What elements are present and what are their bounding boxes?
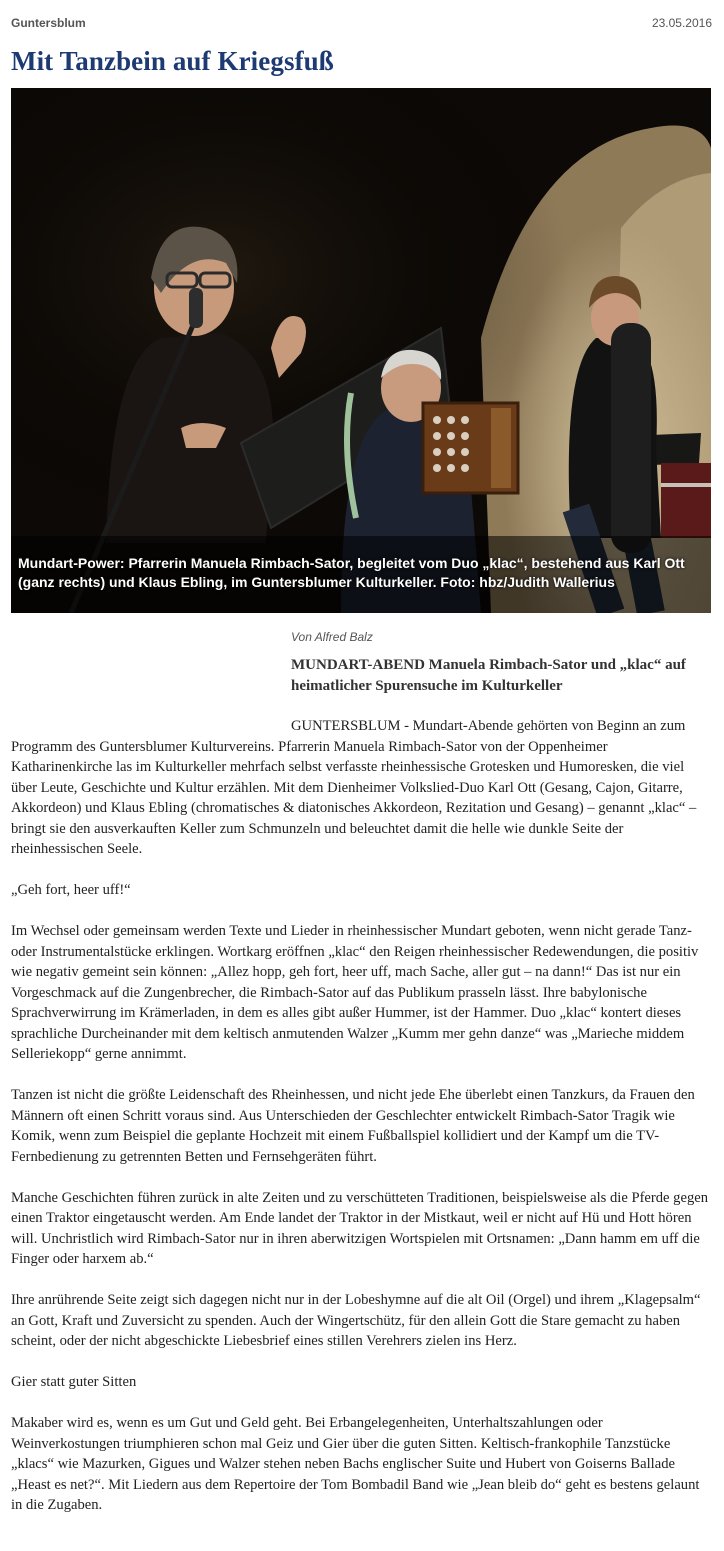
paragraph: Tanzen ist nicht die größte Leidenschaft des Rheinhessen, und nicht jede Ehe überlebt einen Tanzkurs, da Frauen den Männern oft einen Schritt voraus sind. Aus Unterschieden der Geschlechter entwickelt Rimbach-Sator Tragik wie Komik, wenn zum Beispiel die geplante Hochzeit mit einem Fußballspiel kollidiert und der Kampf um die TV-Fernbedienung zu getrennten Betten und Fernsehgeräten führt. bbox=[11, 1087, 695, 1165]
paragraph: GUNTERSBLUM - Mundart-Abende gehörten von Beginn an zum Programm des Guntersblumer Kulturvereins. Pfarrerin Manuela Rimbach-Sator von der Oppenheimer Katharinenkirche las im Kulturkeller mehrfach selbst verfasste rheinhessische Grotesken und Humoresken, die viel über Leute, Geschichte und Kultur erzählen. Mit dem Dienheimer Volkslied-Duo Karl Ott (Gesang, Cajon, Gitarre, Akkordeon) und Klaus Ebling (chromatisches & diatonisches Akkordeon, Rezitation und Gesang) – genannt „klac“ – bringt sie den ausverkauften Keller zum Schmunzeln und beleuchtet damit die helle wie dunkle Seite der rheinhessischen Seele. bbox=[11, 718, 697, 857]
article-body bbox=[11, 716, 712, 1536]
paragraph: Im Wechsel oder gemeinsam werden Texte und Lieder in rheinhessischer Mundart geboten, wenn nicht gerade Tanz- oder Instrumentalstücke erklingen. Wortkarg eröffnen „klac“ den Reigen rheinhessischer Redewendungen, die positiv wie negativ gemeint sein können: „Allez hopp, geh fort, heer uff, mach Sache, aller gut – na dann!“ Das ist nur ein Vorgeschmack auf die Zungenbrecher, die Rimbach-Sator auf das Publikum prasseln lässt. Ihre babylonische Sprachverwirrung im Krämerladen, in dem es alles gibt außer Hummer, ist der Hammer. Duo „klac“ kontert dieses sprachliche Durcheinander mit dem keltisch anmutenden Walzer „Kumm mer gehn danze“ was „Marieche middem Selleriekopp“ gerne annimmt. bbox=[11, 923, 699, 1062]
publish-date: 23.05.2016 bbox=[651, 16, 712, 30]
article-teaser: MUNDART-ABEND Manuela Rimbach-Sator und „klac“ auf heimatlicher Spurensuche im Kulturkeller bbox=[291, 657, 686, 694]
author-byline: Von Alfred Balz bbox=[291, 630, 373, 644]
article-photo bbox=[11, 88, 711, 613]
stage-photo-illustration bbox=[11, 88, 711, 613]
paragraph: Ihre anrührende Seite zeigt sich dagegen nicht nur in der Lobeshymne auf die alt Oil (Orgel) und ihrem „Klagepsalm“ an Gott, Kraft und Zuversicht zu spenden. Auch der Wingertschütz, für den allein Gott die Stare gemacht zu haben scheint, oder der nicht abgeschickte Liebesbrief eines stillen Verehrers zielen ins Herz. bbox=[11, 1292, 701, 1349]
subheading: „Geh fort, heer uff!“ bbox=[11, 882, 131, 898]
paragraph: Manche Geschichten führen zurück in alte Zeiten und zu verschütteten Traditionen, beispielsweise als die Pferde gegen einen Traktor eingetauscht werden. Am Ende landet der Traktor in der Mistkaut, weil er nicht auf Hü und Hott hören will. Unchristlich wird Rimbach-Sator nur in ihren aberwitzigen Wortspielen mit Ortsnamen: „Dann hamm em uff die Finger oder harxem ab.“ bbox=[11, 1189, 709, 1267]
location-label: Guntersblum bbox=[11, 16, 86, 30]
paragraph: Makaber wird es, wenn es um Gut und Geld geht. Bei Erbangelegenheiten, Unterhaltszahlungen oder Weinverkostungen triumphieren schon mal Geiz und Gier über die guten Sitten. Keltisch-frankophile Tanzstücke „klacs“ wie Mazurken, Gigues und Walzer stehen neben Bachs englischer Suite und Hubert von Goiserns Ballade „Heast es net?“. Mit Liedern aus dem Repertoire der Tom Bombadil Band wie „Jean bleib do“ geht es bestens gelaunt in die Zugaben. bbox=[11, 1415, 700, 1513]
subheading: Gier statt guter Sitten bbox=[11, 1374, 137, 1390]
photo-caption: Mundart-Power: Pfarrerin Manuela Rimbach-Sator, begleitet vom Duo „klac“, bestehend aus Karl Ott (ganz rechts) und Klaus Ebling, im Guntersblumer Kulturkeller. Foto: hbz/Judith Wallerius bbox=[18, 555, 685, 590]
article-meta-bar bbox=[11, 16, 712, 34]
article-title: Mit Tanzbein auf Kriegsfuß bbox=[11, 46, 334, 76]
